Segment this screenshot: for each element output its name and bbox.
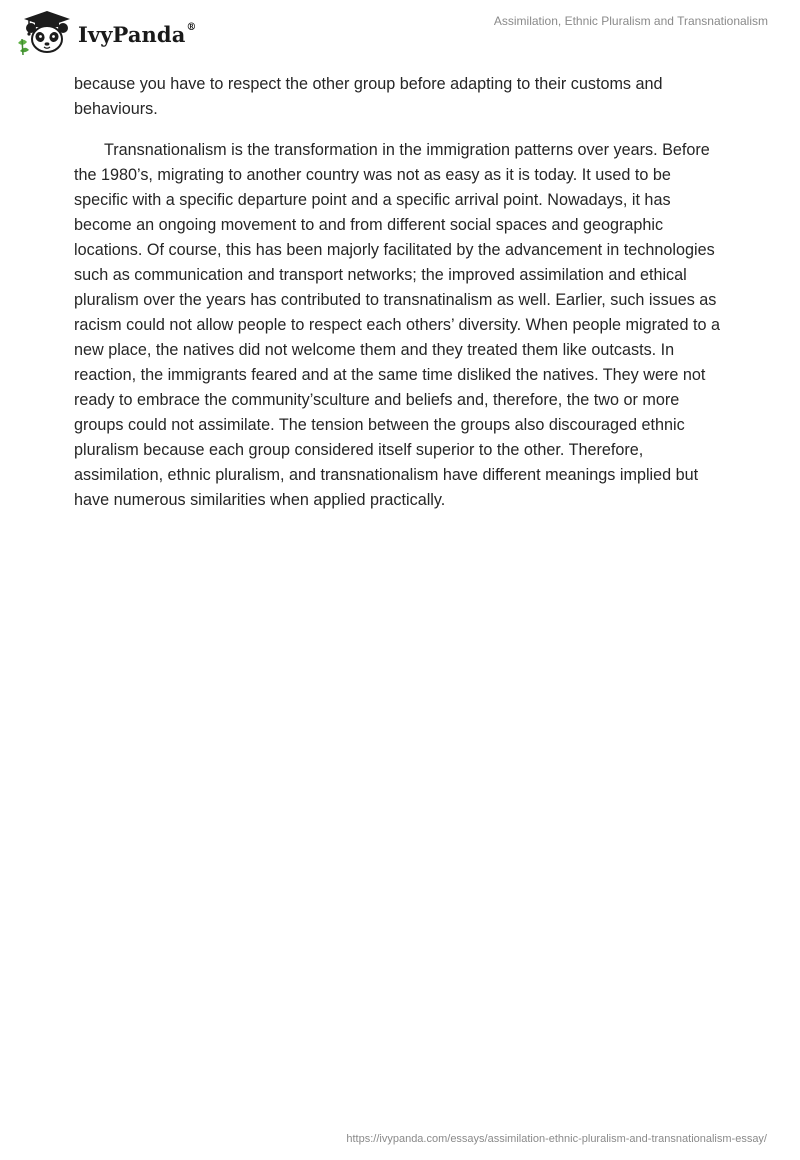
page-header bbox=[0, 0, 800, 70]
source-url[interactable]: https://ivypanda.com/essays/assimilation-ethnic-pluralism-and-transnationalism-essay/ bbox=[346, 1133, 767, 1145]
document-title: Assimilation, Ethnic Pluralism and Transnationalism bbox=[493, 14, 768, 28]
paragraph-continued: because you have to respect the other group before adapting to their customs and behaviours. bbox=[74, 75, 663, 118]
ivypanda-logo[interactable] bbox=[14, 9, 197, 55]
logo-wordmark bbox=[78, 22, 197, 47]
logo-text: IvyPanda bbox=[78, 21, 186, 47]
registered-mark: ® bbox=[186, 21, 197, 33]
panda-graduation-cap-icon bbox=[14, 9, 76, 55]
essay-body bbox=[74, 72, 724, 513]
paragraph-transnationalism: Transnationalism is the transformation in the immigration patterns over years. Before the 1980’s, migrating to another country was not as easy as it is today. It used to be specific with a specific departure point and a specific arrival point. Nowadays, it has become an ongoing movement to and from different social spaces and geographic locations. Of course, this has been majorly facilitated by the advancement in technologies such as communication and transport networks; the improved assimilation and ethical pluralism over the years has contributed to transnatinalism as well. Earlier, such issues as racism could not allow people to respect each others’ diversity. When people migrated to a new place, the natives did not welcome them and they treated them like outcasts. In reaction, the immigrants feared and at the same time disliked the natives. They were not ready to embrace the community’sculture and beliefs and, therefore, the two or more groups could not assimilate. The tension between the groups also discouraged ethnic pluralism because each group considered itself superior to the other. Therefore, assimilation, ethnic pluralism, and transnationalism have different meanings implied but have numerous similarities when applied practically. bbox=[74, 141, 721, 509]
